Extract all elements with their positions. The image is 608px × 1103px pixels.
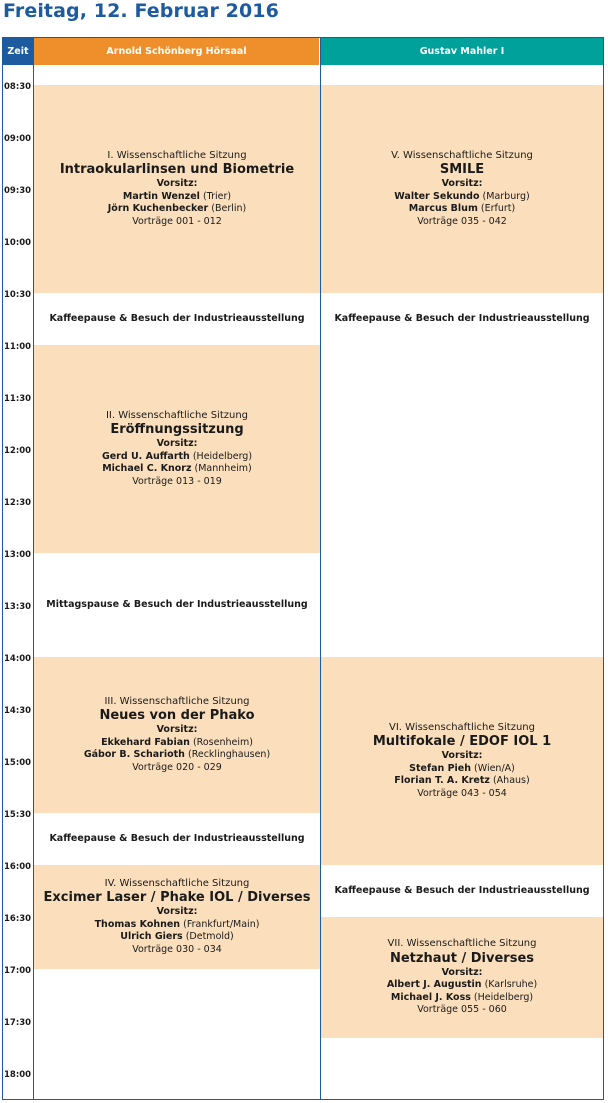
room-a-header: Arnold Schönberg Hörsaal	[34, 38, 319, 65]
chair-name: Michael C. Knorz	[102, 463, 192, 475]
time-label: 17:30	[4, 1018, 32, 1028]
talk-range: Vorträge 043 - 054	[417, 787, 507, 799]
chair-row	[120, 931, 234, 944]
session-title: Intraokularlinsen und Biometrie	[59, 162, 295, 178]
chair-row	[394, 775, 529, 788]
time-column-header: Zeit	[3, 38, 33, 65]
time-label: 12:30	[4, 498, 32, 508]
chair-row	[391, 992, 533, 1005]
chair-place: (Karlsruhe)	[484, 979, 538, 991]
time-label: 18:00	[4, 1070, 32, 1080]
chair-label: Vorsitz:	[441, 750, 483, 762]
chair-row	[387, 979, 537, 992]
chair-row	[123, 191, 231, 204]
time-label: 11:30	[4, 394, 32, 404]
chair-row	[95, 919, 260, 932]
time-label: 13:00	[4, 550, 32, 560]
chair-label: Vorsitz:	[156, 438, 198, 450]
chair-name: Thomas Kohnen	[94, 918, 181, 930]
chair-name: Jörn Kuchenbecker	[107, 203, 209, 215]
chair-name: Ulrich Giers	[120, 931, 183, 943]
chair-name: Michael J. Koss	[390, 991, 471, 1003]
chair-name: Gábor B. Scharioth	[83, 749, 185, 761]
time-label: 12:00	[4, 446, 32, 456]
chair-place: (Marburg)	[482, 190, 530, 202]
chair-row	[102, 463, 252, 476]
time-label: 11:00	[4, 342, 32, 352]
session-number: IV. Wissenschaftliche Sitzung	[104, 877, 250, 889]
session-title: Eröffnungssitzung	[110, 422, 244, 438]
chair-place: (Heidelberg)	[473, 991, 534, 1003]
session-number: III. Wissenschaftliche Sitzung	[104, 695, 250, 707]
chair-row	[108, 203, 246, 216]
session-title: Netzhaut / Diverses	[389, 950, 534, 966]
chair-name: Marcus Blum	[408, 203, 478, 215]
chair-place: (Frankfurt/Main)	[183, 918, 260, 930]
time-label: 09:30	[4, 186, 32, 196]
session-number: VII. Wissenschaftliche Sitzung	[387, 938, 537, 950]
chair-name: Stefan Pieh	[409, 762, 472, 774]
time-label: 10:00	[4, 238, 32, 248]
session-number: VI. Wissenschaftliche Sitzung	[389, 721, 535, 733]
session-block	[34, 657, 320, 813]
session-block	[321, 917, 603, 1038]
session-block	[321, 85, 603, 293]
chair-place: (Mannheim)	[194, 463, 252, 475]
chair-label: Vorsitz:	[441, 178, 483, 190]
session-title: SMILE	[439, 162, 485, 178]
session-title: Excimer Laser / Phake IOL / Diverses	[43, 890, 311, 906]
break-block: Mittagspause & Besuch der Industrieausstellung	[34, 553, 320, 657]
chair-place: (Berlin)	[211, 203, 247, 215]
talk-range: Vorträge 020 - 029	[132, 761, 222, 773]
session-title: Multifokale / EDOF IOL 1	[372, 734, 552, 750]
talk-range: Vorträge 013 - 019	[132, 475, 222, 487]
time-label: 09:00	[4, 134, 32, 144]
time-label: 17:00	[4, 966, 32, 976]
talk-range: Vorträge 035 - 042	[417, 215, 507, 227]
chair-name: Florian T. A. Kretz	[394, 775, 490, 787]
time-label: 16:30	[4, 914, 32, 924]
break-block: Kaffeepause & Besuch der Industrieausstellung	[34, 813, 320, 865]
chair-name: Albert J. Augustin	[386, 979, 482, 991]
time-label: 10:30	[4, 290, 32, 300]
chair-place: (Recklinghausen)	[187, 749, 271, 761]
chair-row	[409, 763, 515, 776]
chair-place: (Wien/A)	[474, 762, 515, 774]
talk-range: Vorträge 030 - 034	[132, 943, 222, 955]
chair-name: Walter Sekundo	[394, 190, 480, 202]
talk-range: Vorträge 001 - 012	[132, 215, 222, 227]
time-label: 14:30	[4, 706, 32, 716]
time-label: 15:30	[4, 810, 32, 820]
time-label: 14:00	[4, 654, 32, 664]
chair-row	[102, 451, 252, 464]
break-block: Kaffeepause & Besuch der Industrieausstellung	[321, 293, 603, 345]
talk-range: Vorträge 055 - 060	[417, 1004, 507, 1016]
session-number: V. Wissenschaftliche Sitzung	[391, 149, 533, 161]
session-block	[321, 657, 603, 865]
chair-row	[394, 191, 529, 204]
chair-place: (Trier)	[202, 190, 232, 202]
session-number: II. Wissenschaftliche Sitzung	[105, 409, 249, 421]
chair-place: (Heidelberg)	[192, 450, 253, 462]
page-title: Freitag, 12. Februar 2016	[3, 0, 279, 22]
session-number: I. Wissenschaftliche Sitzung	[107, 149, 247, 161]
time-label: 16:00	[4, 862, 32, 872]
session-title: Neues von der Phako	[99, 708, 255, 724]
chair-place: (Ahaus)	[492, 775, 530, 787]
time-label: 08:30	[4, 82, 32, 92]
chair-place: (Rosenheim)	[192, 736, 253, 748]
break-block: Kaffeepause & Besuch der Industrieausstellung	[321, 865, 603, 917]
chair-label: Vorsitz:	[156, 906, 198, 918]
chair-place: (Detmold)	[185, 931, 234, 943]
chair-label: Vorsitz:	[156, 724, 198, 736]
time-label: 15:00	[4, 758, 32, 768]
break-block: Kaffeepause & Besuch der Industrieausstellung	[34, 293, 320, 345]
chair-name: Ekkehard Fabian	[101, 736, 190, 748]
time-label: 13:30	[4, 602, 32, 612]
chair-name: Martin Wenzel	[122, 190, 200, 202]
room-b-header: Gustav Mahler I	[321, 38, 603, 65]
chair-label: Vorsitz:	[156, 178, 198, 190]
chair-place: (Erfurt)	[480, 203, 516, 215]
chair-row	[84, 749, 270, 762]
session-block	[34, 865, 320, 969]
chair-label: Vorsitz:	[441, 966, 483, 978]
chair-row	[101, 737, 253, 750]
session-block	[34, 345, 320, 553]
session-block	[34, 85, 320, 293]
chair-name: Gerd U. Auffarth	[101, 450, 190, 462]
chair-row	[409, 203, 515, 216]
